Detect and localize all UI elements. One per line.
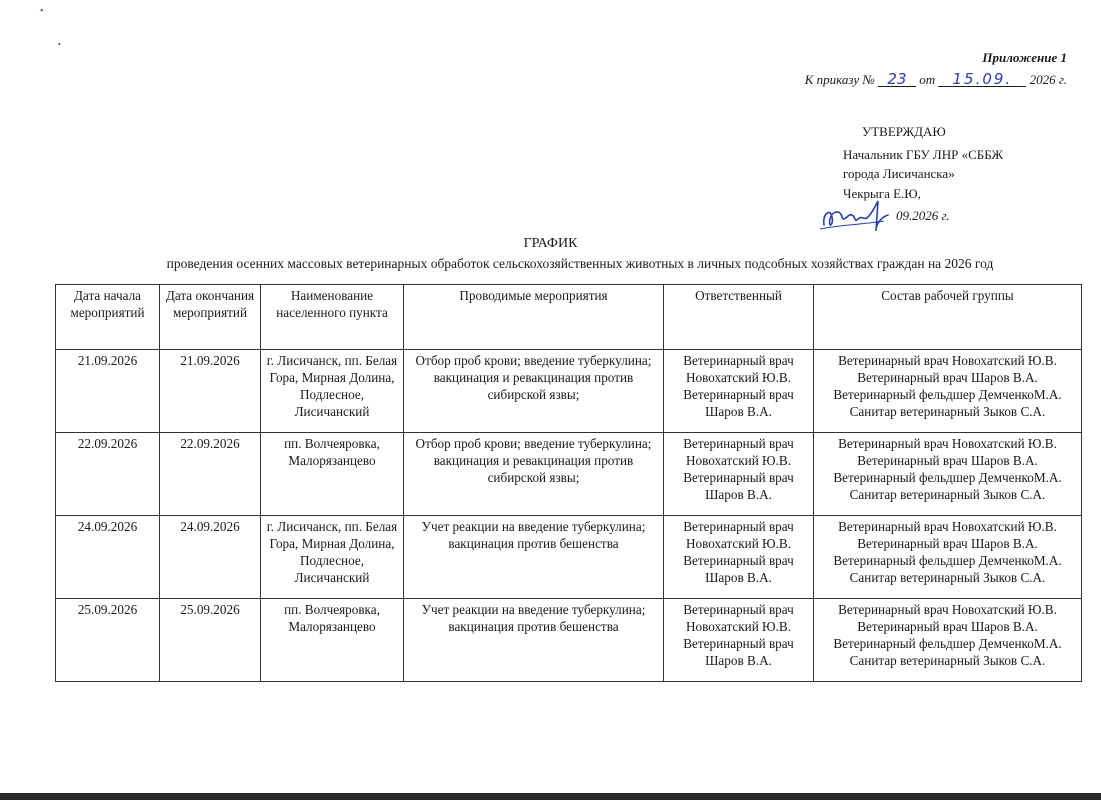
start-date-cell: 25.09.2026 bbox=[56, 599, 160, 682]
approval-title: УТВЕРЖДАЮ bbox=[862, 124, 946, 139]
responsible-cell: Ветеринарный врач Новохатский Ю.В. Ветеринарный врач Шаров В.А. bbox=[664, 350, 814, 433]
activities-cell: Учет реакции на введение туберкулина; вакцинация против бешенства bbox=[404, 599, 664, 682]
column-header-start-date: Дата начала мероприятий bbox=[56, 285, 160, 350]
locality-cell: г. Лисичанск, пп. Белая Гора, Мирная Долина, Подлесное, Лисичанский bbox=[261, 516, 404, 599]
team-cell: Ветеринарный врач Новохатский Ю.В. Ветеринарный врач Шаров В.А. Ветеринарный фельдшер ДемченкоМ.А. Санитар ветеринарный Зыков С.А. bbox=[814, 350, 1082, 433]
column-header-responsible: Ответственный bbox=[664, 285, 814, 350]
order-prefix: К приказу № bbox=[804, 72, 875, 87]
table-row bbox=[56, 599, 1082, 682]
scan-mark: • bbox=[40, 6, 44, 17]
order-year: 2026 г. bbox=[1029, 72, 1067, 87]
column-header-end-date: Дата окончания мероприятий bbox=[160, 285, 261, 350]
team-cell: Ветеринарный врач Новохатский Ю.В. Ветеринарный врач Шаров В.А. Ветеринарный фельдшер ДемченкоМ.А. Санитар ветеринарный Зыков С.А. bbox=[814, 599, 1082, 682]
responsible-cell: Ветеринарный врач Новохатский Ю.В. Ветеринарный врач Шаров В.А. bbox=[664, 433, 814, 516]
scan-mark: • bbox=[58, 40, 61, 49]
end-date-cell: 24.09.2026 bbox=[160, 516, 261, 599]
table-row bbox=[56, 433, 1082, 516]
activities-cell: Отбор проб крови; введение туберкулина; вакцинация и ревакцинация против сибирской язвы; bbox=[404, 350, 664, 433]
approval-position: Начальник ГБУ ЛНР «СББЖ bbox=[843, 147, 1004, 162]
locality-cell: пп. Волчеяровка, Малорязанцево bbox=[261, 433, 404, 516]
team-cell: Ветеринарный врач Новохатский Ю.В. Ветеринарный врач Шаров В.А. Ветеринарный фельдшер ДемченкоМ.А. Санитар ветеринарный Зыков С.А. bbox=[814, 516, 1082, 599]
locality-cell: пп. Волчеяровка, Малорязанцево bbox=[261, 599, 404, 682]
start-date-cell: 22.09.2026 bbox=[56, 433, 160, 516]
order-date: 15.09. bbox=[938, 72, 1026, 87]
approval-organization: города Лисичанска» bbox=[843, 166, 955, 181]
responsible-cell: Ветеринарный врач Новохатский Ю.В. Ветеринарный врач Шаров В.А. bbox=[664, 516, 814, 599]
end-date-cell: 25.09.2026 bbox=[160, 599, 261, 682]
document-subtitle: проведения осенних массовых ветеринарных обработок сельскохозяйственных животных в личных подсобных хозяйствах граждан на 2026 год bbox=[166, 256, 994, 271]
table-row bbox=[56, 350, 1082, 433]
activities-cell: Отбор проб крови; введение туберкулина; вакцинация и ревакцинация против сибирской язвы; bbox=[404, 433, 664, 516]
end-date-cell: 21.09.2026 bbox=[160, 350, 261, 433]
team-cell: Ветеринарный врач Новохатский Ю.В. Ветеринарный врач Шаров В.А. Ветеринарный фельдшер ДемченкоМ.А. Санитар ветеринарный Зыков С.А. bbox=[814, 433, 1082, 516]
activities-cell: Учет реакции на введение туберкулина; вакцинация против бешенства bbox=[404, 516, 664, 599]
scan-bottom-edge bbox=[0, 793, 1101, 800]
column-header-activities: Проводимые мероприятия bbox=[404, 285, 664, 350]
responsible-cell: Ветеринарный врач Новохатский Ю.В. Ветеринарный врач Шаров В.А. bbox=[664, 599, 814, 682]
column-header-team: Состав рабочей группы bbox=[814, 285, 1082, 350]
table-header-row bbox=[56, 285, 1082, 350]
approval-name: Чекрыга Е.Ю, bbox=[843, 186, 921, 201]
locality-cell: г. Лисичанск, пп. Белая Гора, Мирная Долина, Подлесное, Лисичанский bbox=[261, 350, 404, 433]
schedule-table bbox=[55, 284, 1082, 682]
order-from: от bbox=[919, 72, 936, 87]
signature-image bbox=[818, 195, 890, 235]
document-title: ГРАФИК bbox=[523, 236, 578, 251]
appendix-label: Приложение 1 bbox=[982, 50, 1067, 65]
order-reference bbox=[805, 72, 1067, 88]
start-date-cell: 21.09.2026 bbox=[56, 350, 160, 433]
order-number: 23 bbox=[878, 72, 916, 87]
column-header-locality: Наименование населенного пункта bbox=[261, 285, 404, 350]
start-date-cell: 24.09.2026 bbox=[56, 516, 160, 599]
end-date-cell: 22.09.2026 bbox=[160, 433, 261, 516]
approval-date: 09.2026 г. bbox=[896, 208, 950, 223]
table-row bbox=[56, 516, 1082, 599]
